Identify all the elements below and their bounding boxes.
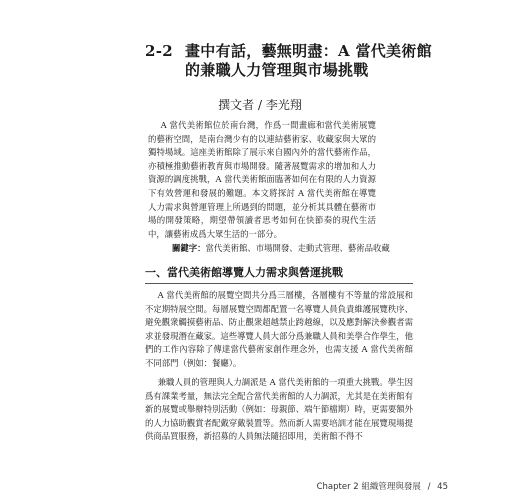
heading-underline [145, 283, 413, 284]
author-line: 撰文者 / 李光翔 [218, 98, 302, 112]
body-paragraph-1: A 當代美術館的展覽空間共分爲三層樓，各層樓有不等量的常設展和不定期特展空間。每層展覽空間都配置一名導覽人員負責維護展覽秩序、避免觀衆觸摸藝術品、防止觀衆超越禁止跨越線，以及應對解決參觀者需求並發現潛在藏家。這些導覽人員大部分爲兼職人員和美學合作學生，他們的工作內容除了傳達當代藝術家創作理念外，也需支援 A 當代美術館不同部門（例如：餐廳）。 [145, 290, 413, 368]
body-paragraph-2: 兼職人員的管理與人力調派是 A 當代美術館的一項重大挑戰。學生因爲有課業考量，無法完全配合當代美術館的人力調派，尤其是在美術館有新的展覽或舉辦特別活動（例如：母親節、端午節檔期）時，更需要額外的人力協助觀賞者配戴穿戴裝置等。然而新人需要培訓才能在展覽現場提供商品買服務，新招募的人員無法隨招即用，美術館不得不 [145, 377, 413, 442]
footer-chapter: Chapter 2 [316, 482, 359, 492]
keywords-text: 當代美術館、市場開發、走動式管理、藝術品收藏 [205, 243, 390, 253]
abstract-paragraph: A 當代美術館位於南台灣，作爲一間畫廊和當代美術展覽的藝術空間，是南台灣少有的以連結藝術家、收藏家與大眾的獨特場域。這座美術館除了展示來自國內外的當代藝術作品，亦積極推動藝術教育與市場開發。隨著展覽需求的增加和人力資源的調度挑戰，A 當代美術館面臨著如何在有限的人力資源下有效營運和發展的難題。本文將探討 A 當代美術館在導覽人力需求與營運管理上所遇到的問題，並分析其具體在藝術市場的開發策略，期望帶領讀者思考如何在快節奏的現代生活中，讓藝術成爲大眾生活的一部分。 [148, 120, 376, 239]
page-footer [317, 480, 448, 492]
footer-chapter-title: 組織管理與發展 [361, 482, 421, 492]
section-title: 畫中有話，藝無明盡：A 當代美術館的兼職人力管理與市場挑戰 [185, 42, 432, 79]
page-number: 45 [437, 482, 448, 492]
keywords-line [172, 242, 412, 255]
keywords-label: 關鍵字： [172, 243, 206, 253]
section-number: 2-2 [145, 42, 173, 60]
footer-separator: / [427, 482, 431, 492]
heading-1: 一、當代美術館導覽人力需求與營運挑戰 [145, 266, 343, 279]
